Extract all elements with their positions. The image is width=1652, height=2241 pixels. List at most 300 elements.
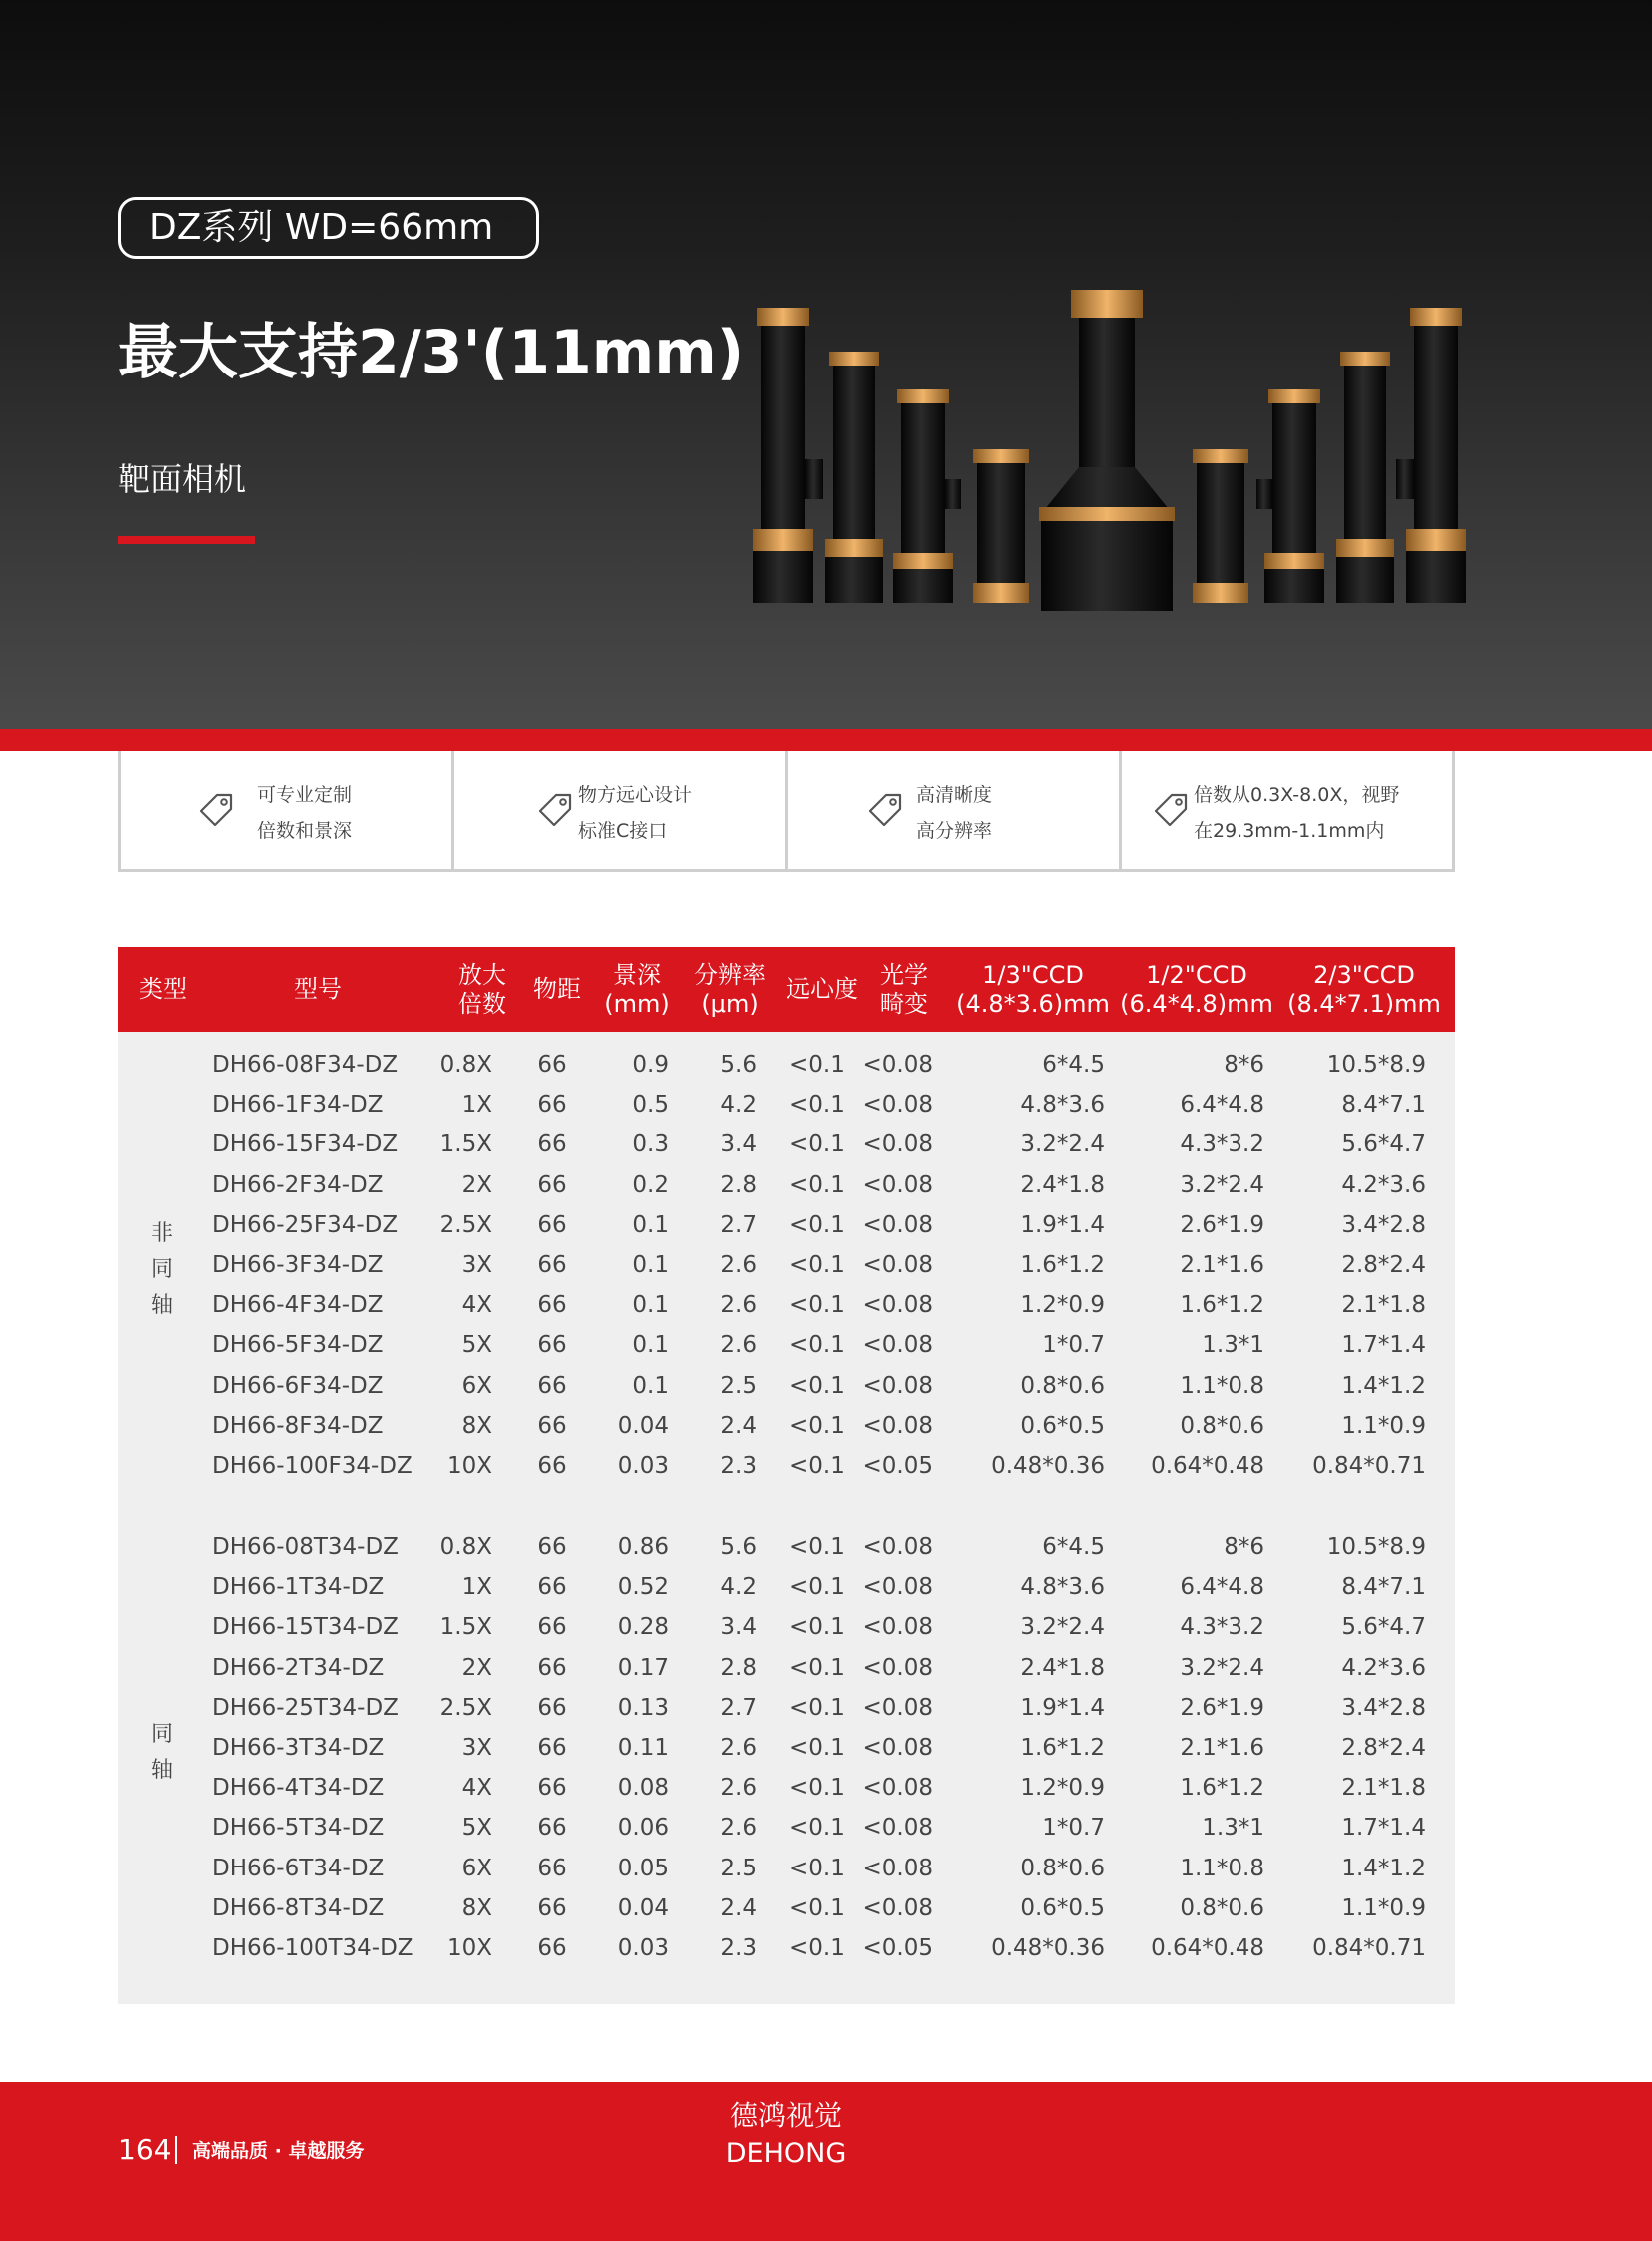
cell-depth-of-field: 0.1 [632, 1252, 669, 1278]
cell-fov-1-2: 6.4*4.8 [1180, 1574, 1264, 1601]
feature-item [454, 751, 788, 869]
cell-magnification: 1.5X [439, 1131, 492, 1158]
cell-telecentricity: <0.1 [789, 1654, 845, 1681]
cell-fov-1-3: 4.8*3.6 [1020, 1092, 1105, 1119]
table-row [118, 1290, 1455, 1322]
cell-fov-2-3: 8.4*7.1 [1341, 1574, 1426, 1601]
feature-strip [118, 751, 1455, 872]
cell-depth-of-field: 0.9 [632, 1052, 669, 1078]
cell-fov-1-2: 1.6*1.2 [1180, 1775, 1264, 1802]
tag-icon [864, 789, 906, 831]
col-header-text: (6.4*4.8)mm [1120, 989, 1273, 1018]
cell-depth-of-field: 0.1 [632, 1332, 669, 1359]
cell-resolution: 2.6 [720, 1332, 757, 1359]
cell-working-distance: 66 [537, 1332, 567, 1359]
cell-magnification: 5X [461, 1332, 492, 1359]
col-header-ccd-2-3 [1284, 947, 1444, 1032]
cell-magnification: 10X [446, 1453, 492, 1479]
cell-working-distance: 66 [537, 1894, 567, 1921]
cell-model: DH66-08F34-DZ [212, 1052, 399, 1078]
group-label-char: 轴 [150, 1758, 173, 1784]
cell-model: DH66-2T34-DZ [212, 1654, 385, 1681]
group-label-char: 轴 [150, 1293, 173, 1319]
cell-distortion: <0.08 [862, 1534, 933, 1560]
cell-depth-of-field: 0.04 [617, 1412, 669, 1439]
cell-model: DH66-5F34-DZ [212, 1332, 384, 1359]
table-row [118, 1572, 1455, 1604]
cell-depth-of-field: 0.03 [617, 1453, 669, 1479]
cell-fov-2-3: 10.5*8.9 [1326, 1052, 1426, 1078]
cell-working-distance: 66 [537, 1654, 567, 1681]
cell-working-distance: 66 [537, 1775, 567, 1802]
cell-fov-1-2: 1.1*0.8 [1180, 1372, 1264, 1399]
page-subtitle: 靶面相机 [118, 460, 247, 498]
cell-telecentricity: <0.1 [789, 1332, 845, 1359]
cell-distortion: <0.08 [862, 1131, 933, 1158]
cell-resolution: 5.6 [720, 1052, 757, 1078]
cell-resolution: 2.5 [720, 1372, 757, 1399]
tag-icon [195, 789, 237, 831]
table-row [118, 1612, 1455, 1644]
cell-working-distance: 66 [537, 1092, 567, 1119]
cell-resolution: 4.2 [720, 1574, 757, 1601]
cell-distortion: <0.08 [862, 1092, 933, 1119]
cell-fov-1-2: 8*6 [1224, 1052, 1264, 1078]
page-title: 最大支持2/3'(11mm) [118, 318, 745, 387]
cell-model: DH66-1F34-DZ [212, 1092, 384, 1119]
col-header-text: 分辨率 [694, 960, 766, 989]
cell-resolution: 2.5 [720, 1855, 757, 1881]
col-header-ccd-1-3 [953, 947, 1113, 1032]
cell-fov-1-3: 2.4*1.8 [1020, 1171, 1105, 1198]
col-header-text: (μm) [701, 989, 759, 1018]
cell-model: DH66-6F34-DZ [212, 1372, 384, 1399]
cell-fov-1-3: 2.4*1.8 [1020, 1654, 1105, 1681]
spec-table-body [118, 1032, 1455, 2004]
cell-telecentricity: <0.1 [789, 1735, 845, 1761]
cell-fov-1-3: 0.8*0.6 [1020, 1855, 1105, 1881]
cell-distortion: <0.08 [862, 1574, 933, 1601]
cell-magnification: 3X [461, 1735, 492, 1761]
col-header-text: 类型 [139, 975, 187, 1003]
cell-model: DH66-2F34-DZ [212, 1171, 384, 1198]
cell-model: DH66-100F34-DZ [212, 1453, 413, 1479]
cell-working-distance: 66 [537, 1171, 567, 1198]
table-row [118, 1050, 1455, 1082]
title-accent-bar [118, 536, 255, 544]
cell-resolution: 2.3 [720, 1935, 757, 1961]
cell-distortion: <0.05 [862, 1935, 933, 1961]
hero-red-strip [0, 729, 1652, 751]
cell-fov-1-3: 0.6*0.5 [1020, 1412, 1105, 1439]
cell-fov-2-3: 0.84*0.71 [1312, 1935, 1426, 1961]
series-badge: DZ系列 WD=66mm [118, 197, 539, 259]
col-header-text: 景深 [612, 960, 661, 989]
cell-distortion: <0.08 [862, 1052, 933, 1078]
cell-fov-1-3: 1.9*1.4 [1020, 1694, 1105, 1721]
feature-line: 物方远心设计 [578, 784, 693, 806]
cell-resolution: 2.6 [720, 1815, 757, 1842]
cell-magnification: 4X [461, 1292, 492, 1319]
feature-item [1122, 751, 1452, 869]
cell-distortion: <0.08 [862, 1735, 933, 1761]
cell-depth-of-field: 0.86 [617, 1534, 669, 1560]
table-row [118, 1170, 1455, 1202]
cell-depth-of-field: 0.52 [617, 1574, 669, 1601]
cell-resolution: 2.4 [720, 1894, 757, 1921]
col-header-telecentricity [777, 947, 867, 1032]
cell-working-distance: 66 [537, 1534, 567, 1560]
cell-model: DH66-4F34-DZ [212, 1292, 384, 1319]
cell-telecentricity: <0.1 [789, 1614, 845, 1641]
col-header-text: 放大 [458, 960, 506, 989]
cell-fov-1-2: 0.8*0.6 [1180, 1894, 1264, 1921]
cell-telecentricity: <0.1 [789, 1815, 845, 1842]
cell-telecentricity: <0.1 [789, 1412, 845, 1439]
cell-telecentricity: <0.1 [789, 1292, 845, 1319]
table-row [118, 1813, 1455, 1845]
feature-line: 高分辨率 [916, 820, 993, 842]
col-header-text: 远心度 [786, 975, 858, 1003]
cell-fov-1-3: 3.2*2.4 [1020, 1131, 1105, 1158]
cell-telecentricity: <0.1 [789, 1855, 845, 1881]
col-header-text: 型号 [294, 975, 342, 1003]
feature-line: 倍数和景深 [257, 820, 353, 842]
group-label [150, 1717, 174, 1789]
cell-model: DH66-3F34-DZ [212, 1252, 384, 1278]
cell-magnification: 6X [461, 1855, 492, 1881]
cell-resolution: 2.8 [720, 1654, 757, 1681]
cell-resolution: 4.2 [720, 1092, 757, 1119]
cell-magnification: 5X [461, 1815, 492, 1842]
cell-working-distance: 66 [537, 1211, 567, 1238]
cell-fov-2-3: 2.8*2.4 [1341, 1735, 1426, 1761]
cell-fov-1-3: 1.6*1.2 [1020, 1735, 1105, 1761]
cell-distortion: <0.08 [862, 1252, 933, 1278]
cell-fov-2-3: 1.7*1.4 [1341, 1815, 1426, 1842]
cell-telecentricity: <0.1 [789, 1211, 845, 1238]
table-row [118, 1090, 1455, 1121]
cell-depth-of-field: 0.06 [617, 1815, 669, 1842]
cell-depth-of-field: 0.28 [617, 1614, 669, 1641]
cell-telecentricity: <0.1 [789, 1131, 845, 1158]
cell-fov-1-3: 6*4.5 [1042, 1534, 1105, 1560]
cell-resolution: 2.7 [720, 1694, 757, 1721]
cell-fov-1-2: 3.2*2.4 [1180, 1171, 1264, 1198]
col-header-text: 1/3"CCD [982, 960, 1084, 989]
cell-resolution: 2.6 [720, 1775, 757, 1802]
cell-resolution: 2.6 [720, 1292, 757, 1319]
tag-icon [1150, 789, 1192, 831]
cell-distortion: <0.08 [862, 1815, 933, 1842]
cell-fov-2-3: 4.2*3.6 [1341, 1654, 1426, 1681]
cell-working-distance: 66 [537, 1372, 567, 1399]
cell-depth-of-field: 0.05 [617, 1855, 669, 1881]
lens-product-image [749, 290, 1508, 619]
cell-distortion: <0.08 [862, 1292, 933, 1319]
cell-model: DH66-15T34-DZ [212, 1614, 399, 1641]
cell-resolution: 2.8 [720, 1171, 757, 1198]
cell-depth-of-field: 0.3 [632, 1131, 669, 1158]
page-number: 164 [118, 2133, 172, 2166]
cell-fov-2-3: 2.1*1.8 [1341, 1775, 1426, 1802]
col-header-text: 1/2"CCD [1146, 960, 1247, 989]
cell-working-distance: 66 [537, 1574, 567, 1601]
col-header-resolution [685, 947, 775, 1032]
cell-depth-of-field: 0.2 [632, 1171, 669, 1198]
col-header-text: (8.4*7.1)mm [1287, 989, 1441, 1018]
cell-telecentricity: <0.1 [789, 1935, 845, 1961]
cell-magnification: 8X [461, 1894, 492, 1921]
cell-depth-of-field: 0.1 [632, 1211, 669, 1238]
cell-fov-1-2: 1.3*1 [1202, 1332, 1264, 1359]
group-label-char: 非 [150, 1221, 173, 1247]
cell-distortion: <0.08 [862, 1894, 933, 1921]
cell-magnification: 1.5X [439, 1614, 492, 1641]
table-row [118, 1773, 1455, 1805]
cell-model: DH66-8F34-DZ [212, 1412, 384, 1439]
cell-resolution: 2.6 [720, 1252, 757, 1278]
feature-line: 倍数从0.3X-8.0X，视野 [1194, 784, 1400, 806]
cell-fov-1-3: 1*0.7 [1042, 1332, 1105, 1359]
cell-fov-1-2: 4.3*3.2 [1180, 1131, 1264, 1158]
cell-telecentricity: <0.1 [789, 1052, 845, 1078]
cell-distortion: <0.08 [862, 1332, 933, 1359]
cell-fov-1-3: 0.8*0.6 [1020, 1372, 1105, 1399]
cell-model: DH66-4T34-DZ [212, 1775, 385, 1802]
cell-distortion: <0.08 [862, 1171, 933, 1198]
col-header-text: (4.8*3.6)mm [956, 989, 1110, 1018]
cell-distortion: <0.08 [862, 1211, 933, 1238]
cell-depth-of-field: 0.11 [617, 1735, 669, 1761]
cell-magnification: 6X [461, 1372, 492, 1399]
table-row [118, 1411, 1455, 1443]
cell-fov-1-3: 0.6*0.5 [1020, 1894, 1105, 1921]
cell-resolution: 2.6 [720, 1735, 757, 1761]
cell-telecentricity: <0.1 [789, 1372, 845, 1399]
cell-model: DH66-15F34-DZ [212, 1131, 399, 1158]
cell-depth-of-field: 0.13 [617, 1694, 669, 1721]
cell-depth-of-field: 0.5 [632, 1092, 669, 1119]
cell-fov-1-2: 2.6*1.9 [1180, 1211, 1264, 1238]
cell-working-distance: 66 [537, 1052, 567, 1078]
cell-magnification: 8X [461, 1412, 492, 1439]
cell-model: DH66-08T34-DZ [212, 1534, 399, 1560]
cell-model: DH66-5T34-DZ [212, 1815, 385, 1842]
cell-fov-1-2: 1.1*0.8 [1180, 1855, 1264, 1881]
cell-magnification: 0.8X [439, 1052, 492, 1078]
table-row [118, 1693, 1455, 1725]
table-row [118, 1451, 1455, 1483]
cell-fov-2-3: 1.4*1.2 [1341, 1372, 1426, 1399]
hero-banner [0, 0, 1652, 729]
cell-magnification: 2X [461, 1171, 492, 1198]
page-footer [0, 2082, 1652, 2241]
cell-model: DH66-100T34-DZ [212, 1935, 413, 1961]
col-header-text: (mm) [604, 989, 670, 1018]
cell-working-distance: 66 [537, 1453, 567, 1479]
cell-distortion: <0.08 [862, 1372, 933, 1399]
cell-distortion: <0.08 [862, 1775, 933, 1802]
cell-working-distance: 66 [537, 1292, 567, 1319]
cell-depth-of-field: 0.03 [617, 1935, 669, 1961]
table-row [118, 1210, 1455, 1242]
cell-fov-2-3: 3.4*2.8 [1341, 1211, 1426, 1238]
cell-resolution: 2.4 [720, 1412, 757, 1439]
feature-line: 在29.3mm-1.1mm内 [1194, 820, 1385, 842]
cell-fov-1-3: 0.48*0.36 [991, 1453, 1105, 1479]
cell-fov-1-2: 0.64*0.48 [1151, 1453, 1264, 1479]
table-row [118, 1733, 1455, 1765]
table-row [118, 1933, 1455, 1965]
cell-magnification: 2.5X [439, 1211, 492, 1238]
cell-fov-1-2: 1.3*1 [1202, 1815, 1264, 1842]
cell-depth-of-field: 0.17 [617, 1654, 669, 1681]
table-row [118, 1854, 1455, 1885]
col-header-text: 物距 [533, 975, 581, 1003]
cell-telecentricity: <0.1 [789, 1252, 845, 1278]
cell-fov-1-2: 1.6*1.2 [1180, 1292, 1264, 1319]
cell-fov-2-3: 0.84*0.71 [1312, 1453, 1426, 1479]
feature-line: 高清晰度 [916, 784, 993, 806]
col-header-text: 畸变 [880, 989, 928, 1018]
table-row [118, 1653, 1455, 1685]
cell-magnification: 2X [461, 1654, 492, 1681]
cell-fov-1-3: 6*4.5 [1042, 1052, 1105, 1078]
cell-model: DH66-6T34-DZ [212, 1855, 385, 1881]
cell-telecentricity: <0.1 [789, 1534, 845, 1560]
cell-working-distance: 66 [537, 1935, 567, 1961]
cell-depth-of-field: 0.1 [632, 1292, 669, 1319]
cell-resolution: 5.6 [720, 1534, 757, 1560]
cell-resolution: 2.7 [720, 1211, 757, 1238]
cell-telecentricity: <0.1 [789, 1694, 845, 1721]
cell-working-distance: 66 [537, 1614, 567, 1641]
cell-fov-2-3: 5.6*4.7 [1341, 1131, 1426, 1158]
cell-fov-2-3: 10.5*8.9 [1326, 1534, 1426, 1560]
col-header-text: 倍数 [458, 989, 506, 1018]
cell-telecentricity: <0.1 [789, 1894, 845, 1921]
cell-fov-2-3: 1.1*0.9 [1341, 1894, 1426, 1921]
cell-working-distance: 66 [537, 1131, 567, 1158]
table-row [118, 1371, 1455, 1403]
cell-working-distance: 66 [537, 1412, 567, 1439]
col-header-working-distance [522, 947, 592, 1032]
cell-telecentricity: <0.1 [789, 1171, 845, 1198]
cell-fov-2-3: 1.1*0.9 [1341, 1412, 1426, 1439]
cell-working-distance: 66 [537, 1735, 567, 1761]
cell-fov-1-2: 4.3*3.2 [1180, 1614, 1264, 1641]
cell-magnification: 3X [461, 1252, 492, 1278]
col-header-depth-of-field [597, 947, 677, 1032]
cell-resolution: 2.3 [720, 1453, 757, 1479]
col-header-type [118, 947, 208, 1032]
cell-model: DH66-8T34-DZ [212, 1894, 385, 1921]
spec-table-header [118, 947, 1455, 1032]
cell-distortion: <0.08 [862, 1855, 933, 1881]
cell-distortion: <0.08 [862, 1694, 933, 1721]
group-label-char: 同 [150, 1722, 173, 1748]
col-header-model [208, 947, 427, 1032]
table-row [118, 1330, 1455, 1362]
cell-model: DH66-3T34-DZ [212, 1735, 385, 1761]
cell-fov-1-2: 0.64*0.48 [1151, 1935, 1264, 1961]
cell-fov-1-2: 2.6*1.9 [1180, 1694, 1264, 1721]
cell-fov-1-2: 2.1*1.6 [1180, 1735, 1264, 1761]
cell-fov-1-2: 8*6 [1224, 1534, 1264, 1560]
col-header-magnification [447, 947, 517, 1032]
cell-telecentricity: <0.1 [789, 1092, 845, 1119]
tag-icon [534, 789, 576, 831]
cell-fov-1-2: 3.2*2.4 [1180, 1654, 1264, 1681]
cell-magnification: 1X [461, 1092, 492, 1119]
cell-working-distance: 66 [537, 1815, 567, 1842]
cell-fov-2-3: 2.1*1.8 [1341, 1292, 1426, 1319]
cell-magnification: 0.8X [439, 1534, 492, 1560]
col-header-text: 2/3"CCD [1313, 960, 1415, 989]
cell-depth-of-field: 0.08 [617, 1775, 669, 1802]
cell-fov-1-2: 0.8*0.6 [1180, 1412, 1264, 1439]
cell-fov-2-3: 1.7*1.4 [1341, 1332, 1426, 1359]
feature-item [788, 751, 1122, 869]
group-label [150, 1216, 174, 1324]
cell-model: DH66-25T34-DZ [212, 1694, 399, 1721]
cell-fov-2-3: 2.8*2.4 [1341, 1252, 1426, 1278]
cell-fov-1-3: 0.48*0.36 [991, 1935, 1105, 1961]
group-label-char: 同 [150, 1257, 173, 1283]
cell-resolution: 3.4 [720, 1614, 757, 1641]
cell-distortion: <0.08 [862, 1654, 933, 1681]
col-header-ccd-1-2 [1117, 947, 1276, 1032]
cell-magnification: 4X [461, 1775, 492, 1802]
table-row [118, 1893, 1455, 1925]
cell-depth-of-field: 0.04 [617, 1894, 669, 1921]
cell-telecentricity: <0.1 [789, 1574, 845, 1601]
cell-fov-1-3: 1.6*1.2 [1020, 1252, 1105, 1278]
cell-fov-2-3: 3.4*2.8 [1341, 1694, 1426, 1721]
cell-fov-1-3: 3.2*2.4 [1020, 1614, 1105, 1641]
cell-depth-of-field: 0.1 [632, 1372, 669, 1399]
cell-fov-2-3: 4.2*3.6 [1341, 1171, 1426, 1198]
cell-resolution: 3.4 [720, 1131, 757, 1158]
cell-fov-1-3: 1.2*0.9 [1020, 1775, 1105, 1802]
col-header-distortion [869, 947, 939, 1032]
cell-fov-2-3: 8.4*7.1 [1341, 1092, 1426, 1119]
cell-working-distance: 66 [537, 1694, 567, 1721]
cell-fov-2-3: 1.4*1.2 [1341, 1855, 1426, 1881]
cell-fov-1-3: 1*0.7 [1042, 1815, 1105, 1842]
brand-name-cn: 德鸿视觉 [729, 2099, 842, 2132]
cell-fov-1-2: 6.4*4.8 [1180, 1092, 1264, 1119]
cell-fov-1-3: 1.2*0.9 [1020, 1292, 1105, 1319]
cell-distortion: <0.08 [862, 1412, 933, 1439]
cell-model: DH66-1T34-DZ [212, 1574, 385, 1601]
feature-item [121, 751, 454, 869]
feature-line: 可专业定制 [257, 784, 353, 806]
cell-model: DH66-25F34-DZ [212, 1211, 399, 1238]
cell-fov-2-3: 5.6*4.7 [1341, 1614, 1426, 1641]
cell-distortion: <0.05 [862, 1453, 933, 1479]
col-header-text: 光学 [880, 960, 928, 989]
feature-line: 标准C接口 [578, 820, 668, 842]
cell-working-distance: 66 [537, 1855, 567, 1881]
cell-telecentricity: <0.1 [789, 1775, 845, 1802]
cell-fov-1-2: 2.1*1.6 [1180, 1252, 1264, 1278]
brand-name-en: DEHONG [725, 2138, 847, 2169]
cell-magnification: 1X [461, 1574, 492, 1601]
footer-slogan: 高端品质 · 卓越服务 [192, 2140, 365, 2162]
cell-fov-1-3: 1.9*1.4 [1020, 1211, 1105, 1238]
